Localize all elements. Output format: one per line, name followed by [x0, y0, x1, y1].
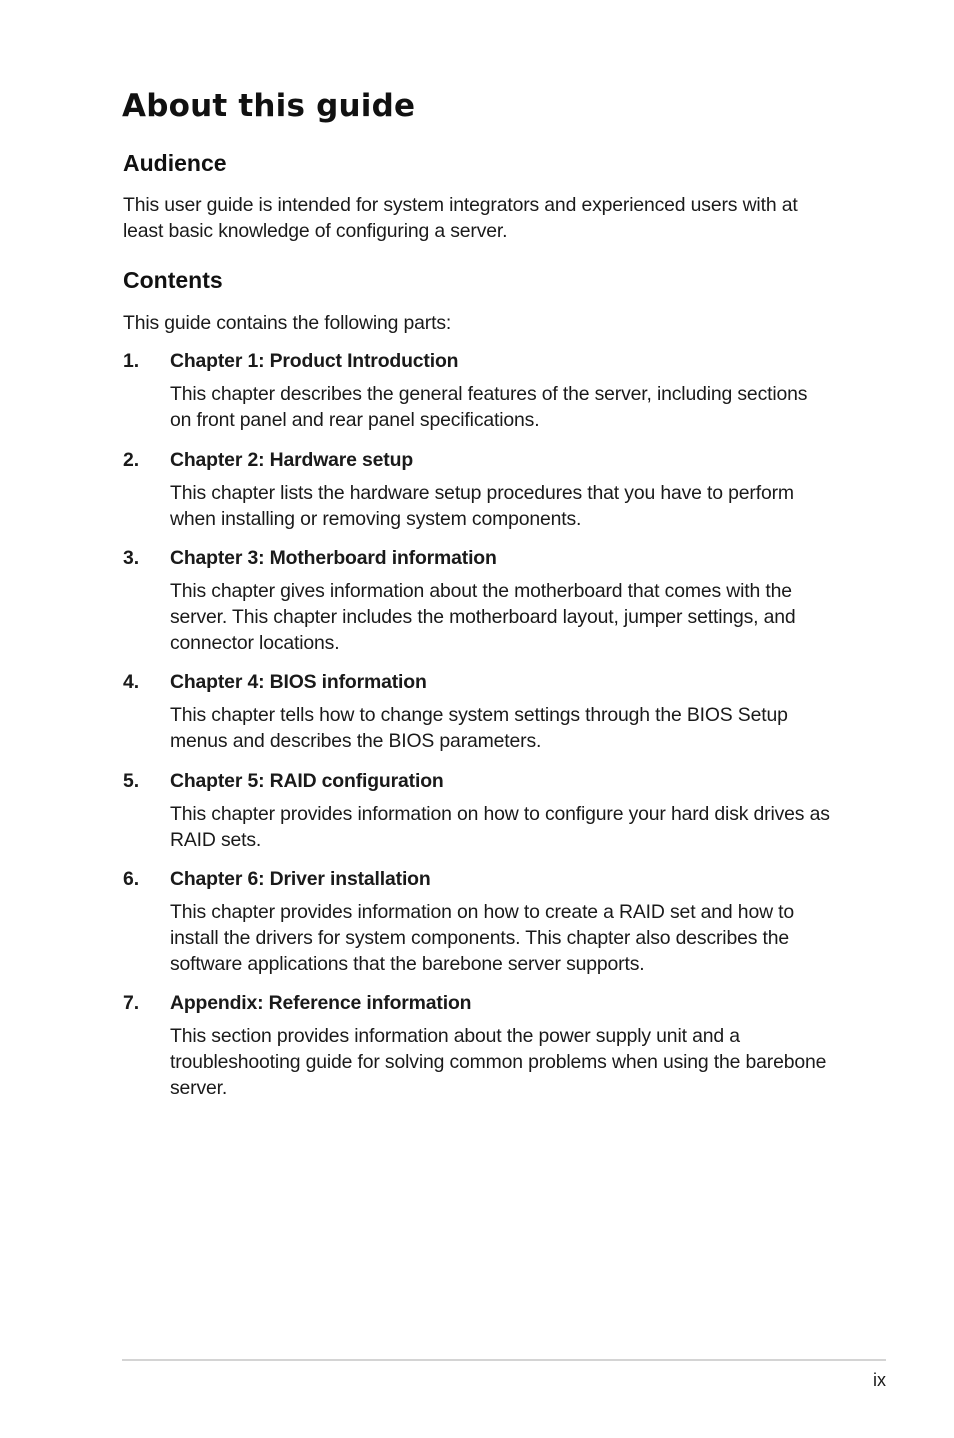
contents-intro: This guide contains the following parts: — [123, 312, 452, 334]
item-description: This chapter gives information about the motherboard that comes with the server. This chapter includes the motherboard layout, jumper settings, and connector locations. — [170, 580, 796, 654]
item-description: This chapter tells how to change system settings through the BIOS Setup menus and describes the BIOS parameters. — [170, 704, 788, 752]
item-title: Appendix: Reference information — [170, 992, 472, 1014]
item-title: Chapter 3: Motherboard information — [170, 547, 497, 569]
item-title: Chapter 1: Product Introduction — [170, 350, 459, 372]
page-number: ix — [873, 1370, 886, 1390]
item-description: This chapter lists the hardware setup procedures that you have to perform when installing or removing system components. — [170, 482, 794, 530]
audience-heading: Audience — [123, 150, 227, 176]
item-description: This chapter provides information on how to create a RAID set and how to install the drivers for system components. This chapter also describes the software applications that the barebone server supports. — [170, 901, 795, 975]
item-number: 7. — [123, 992, 140, 1014]
audience-text: This user guide is intended for system integrators and experienced users with at least basic knowledge of configuring a server. — [123, 194, 798, 242]
contents-heading: Contents — [123, 267, 223, 293]
item-title: Chapter 2: Hardware setup — [170, 449, 414, 471]
item-number: 5. — [123, 770, 140, 792]
item-title: Chapter 5: RAID configuration — [170, 770, 444, 792]
item-description: This chapter provides information on how to configure your hard disk drives as RAID sets. — [170, 803, 830, 851]
item-title: Chapter 6: Driver installation — [170, 868, 431, 890]
item-number: 6. — [123, 868, 140, 890]
item-number: 3. — [123, 547, 140, 569]
item-number: 4. — [123, 671, 140, 693]
item-description: This section provides information about the power supply unit and a troubleshooting guide for solving common problems when using the barebone server. — [170, 1025, 827, 1099]
item-number: 1. — [123, 350, 140, 372]
item-description: This chapter describes the general features of the server, including sections on front panel and rear panel specifications. — [170, 383, 808, 431]
item-number: 2. — [123, 449, 140, 471]
item-title: Chapter 4: BIOS information — [170, 671, 427, 693]
page-title: About this guide — [122, 88, 416, 124]
footer-divider — [122, 1359, 886, 1361]
